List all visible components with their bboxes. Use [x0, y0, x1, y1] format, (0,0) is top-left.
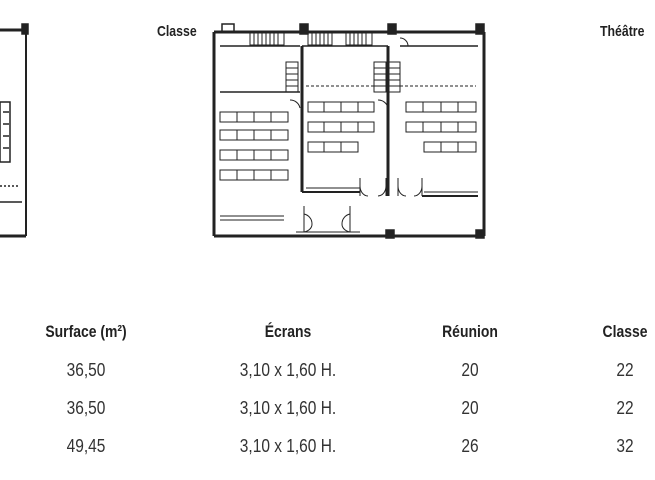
cell-surface: 36,50 — [66, 360, 106, 380]
cell-ecrans: 3,10 x 1,60 H. — [239, 436, 337, 456]
header-surface: Surface (m²) — [45, 322, 127, 341]
classe-plan — [214, 24, 484, 238]
cell-ecrans: 3,10 x 1,60 H. — [239, 398, 337, 418]
cell-reunion: 26 — [461, 436, 479, 456]
header-classe: Classe — [602, 322, 648, 341]
header-ecrans: Écrans — [264, 322, 312, 341]
desks-room-1 — [220, 112, 288, 180]
cell-reunion: 20 — [461, 360, 479, 380]
header-reunion: Réunion — [442, 322, 498, 341]
plan-label-classe: Classe — [157, 23, 197, 40]
cell-classe: 32 — [616, 436, 634, 456]
cell-surface: 49,45 — [66, 436, 106, 456]
cell-ecrans: 3,10 x 1,60 H. — [239, 360, 337, 380]
plan-label-theatre: Théâtre — [600, 23, 645, 40]
cell-classe: 22 — [616, 360, 634, 380]
cell-reunion: 20 — [461, 398, 479, 418]
cell-classe: 22 — [616, 398, 634, 418]
desks-room-2 — [308, 102, 374, 152]
left-partial-plan — [0, 24, 28, 236]
desks-room-3 — [406, 102, 476, 152]
cell-surface: 36,50 — [66, 398, 106, 418]
